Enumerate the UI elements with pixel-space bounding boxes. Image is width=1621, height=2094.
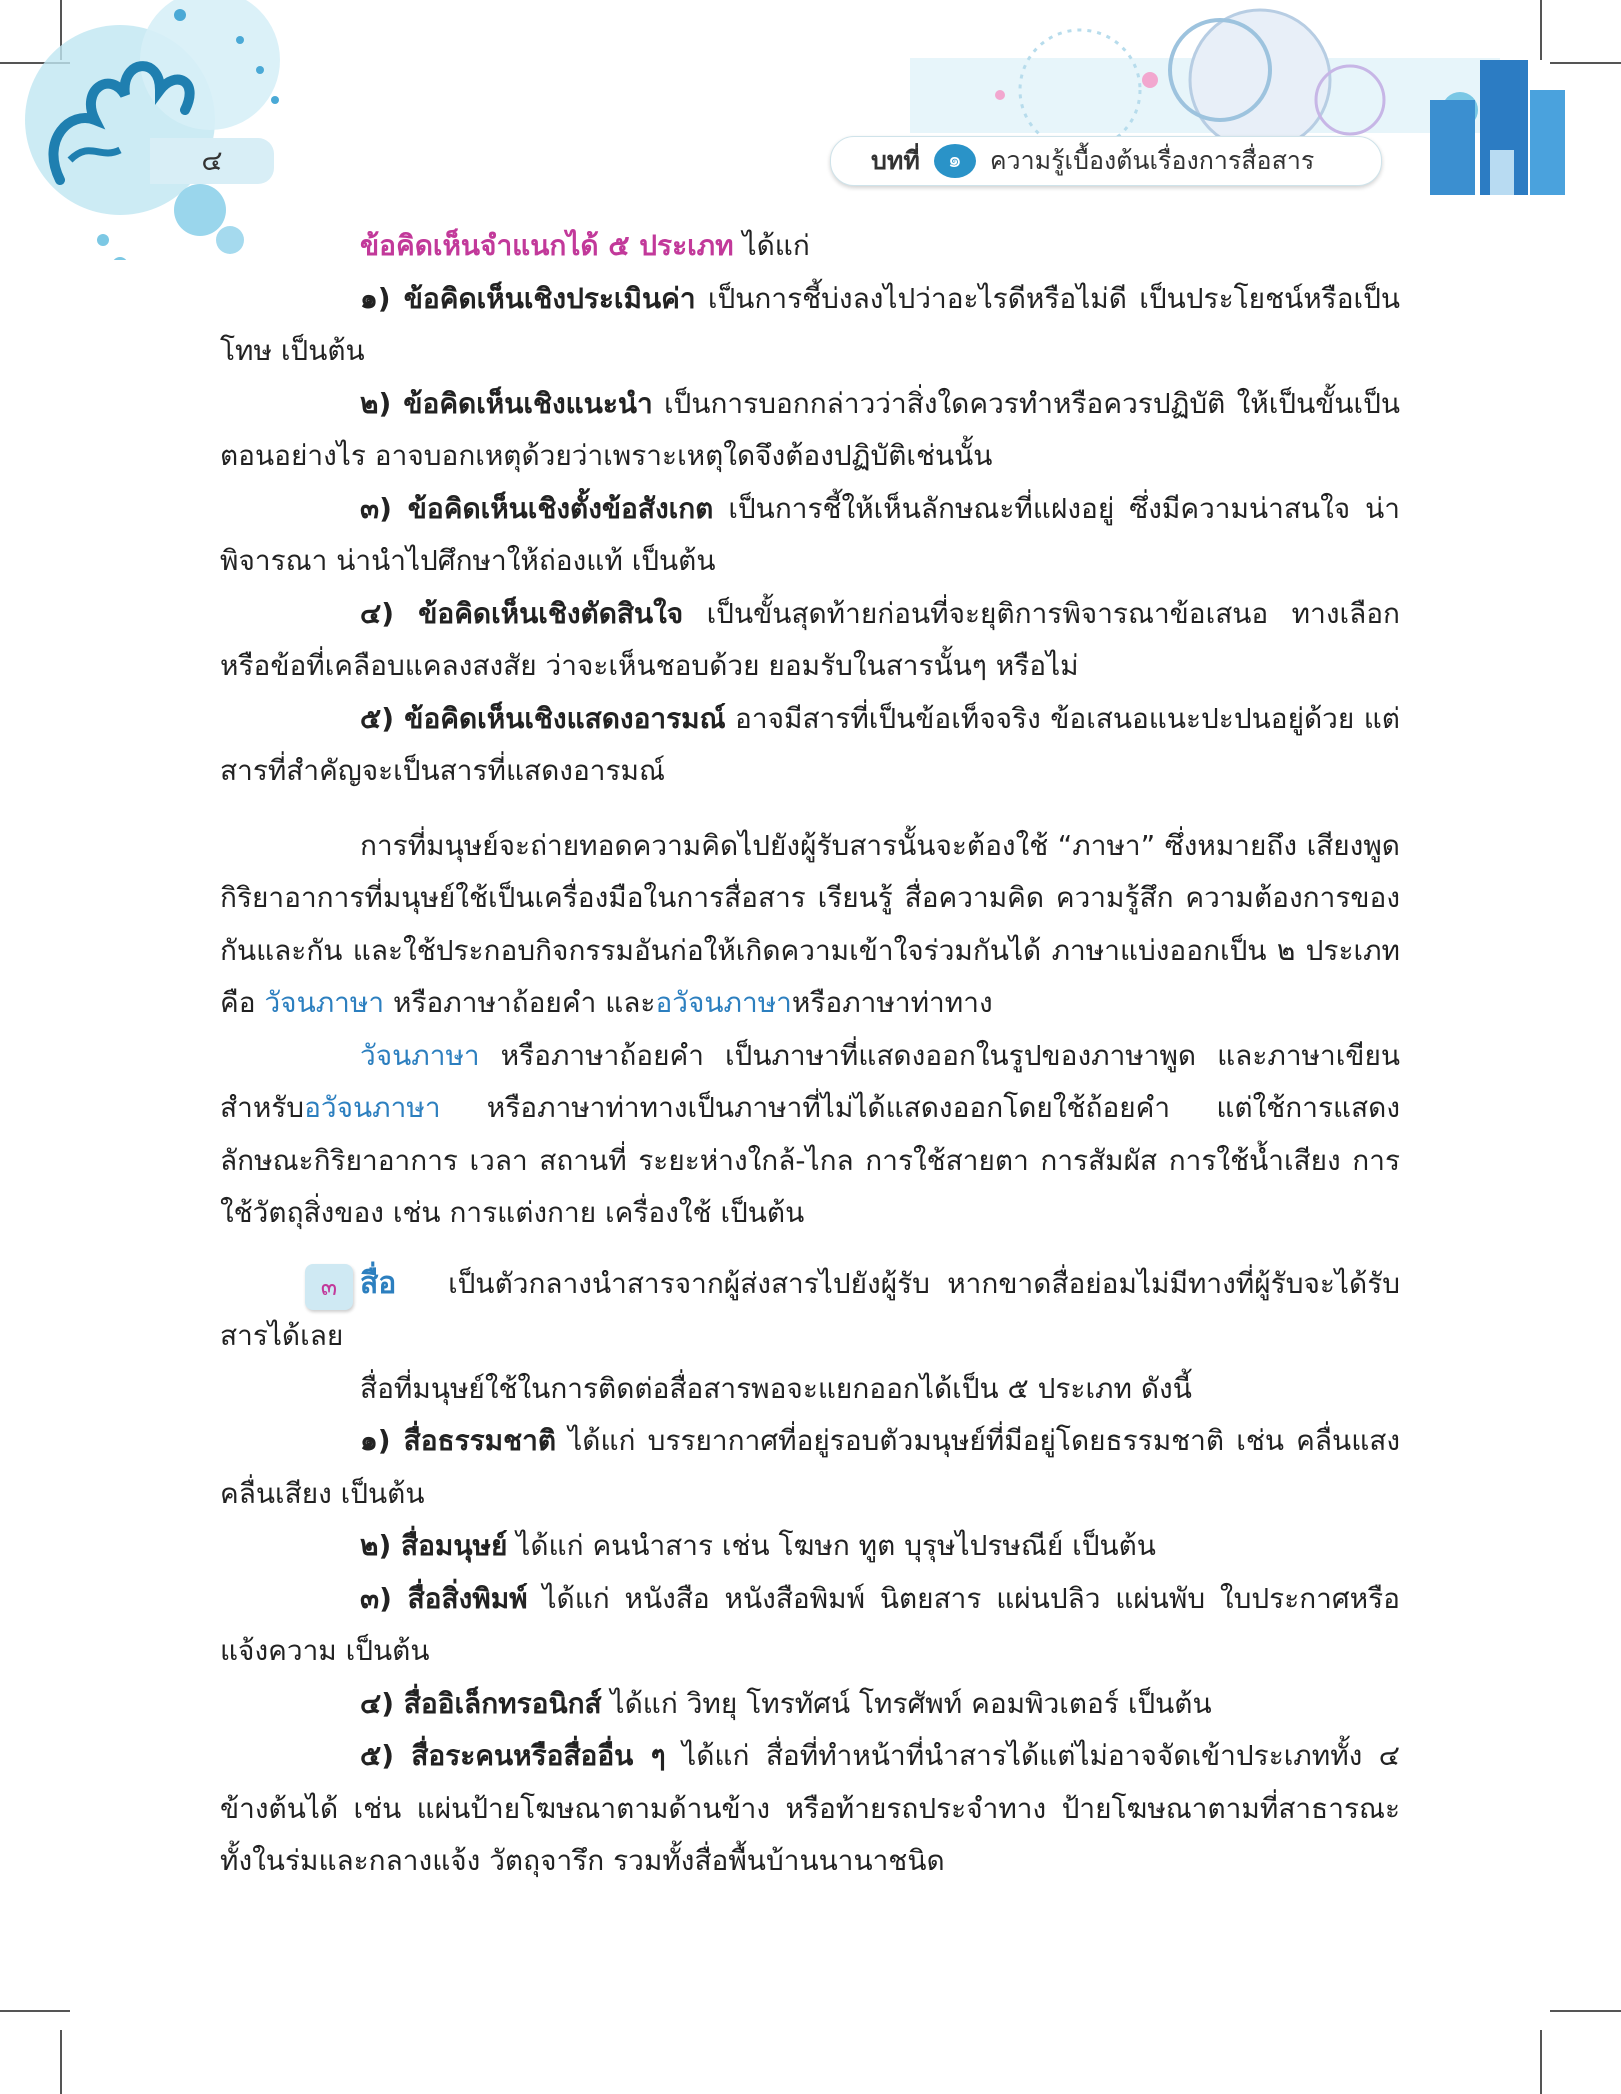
media-title: สื่อ <box>360 1265 397 1301</box>
language-paragraph <box>220 1030 1400 1240</box>
page-number: ๔ <box>150 138 274 184</box>
section-heading: ข้อคิดเห็นจำแนกได้ ๕ ประเภท <box>360 229 734 262</box>
opinion-text: อาจมีสารที่เป็นข้อเท็จจริง ข้อเสนอแนะปะปนอยู่ด้วย แต่สารที่สำคัญจะเป็นสารที่แสดงอารมณ์ <box>220 701 1400 787</box>
media-term: ๕) สื่อระคนหรือสื่ออื่น ๆ <box>360 1739 666 1772</box>
media-item <box>220 1415 1400 1520</box>
nonverbal-language-term: อวัจนภาษา <box>655 986 792 1019</box>
verbal-language-term: วัจนภาษา <box>360 1038 480 1072</box>
media-lead: สื่อที่มนุษย์ใช้ในการติดต่อสื่อสารพอจะแยกออกได้เป็น ๕ ประเภท ดังนี้ <box>360 1371 1192 1405</box>
media-intro-text: เป็นตัวกลางนำสารจากผู้ส่งสารไปยังผู้รับ หากขาดสื่อย่อมไม่มีทางที่ผู้รับจะได้รับสารได้เลย <box>220 1266 1401 1352</box>
opinion-text: เป็นการบอกกล่าวว่าสิ่งใดควรทำหรือควรปฏิบัติ ให้เป็นขั้นเป็นตอนอย่างไร อาจบอกเหตุด้วยว่าเพราะเหตุใดจึงต้องปฏิบัติเช่นนั้น <box>220 386 1400 472</box>
media-term: ๔) สื่ออิเล็กทรอนิกส์ <box>360 1686 602 1720</box>
opinion-item <box>220 693 1400 798</box>
nonverbal-language-term: อวัจนภาษา <box>304 1091 441 1124</box>
opinion-term: ๒) ข้อคิดเห็นเชิงแนะนำ <box>360 386 653 420</box>
media-text: ได้แก่ บรรยากาศที่อยู่รอบตัวมนุษย์ที่มีอยู่โดยธรรมชาติ เช่น คลื่นแสง คลื่นเสียง เป็นต้น <box>220 1424 1400 1510</box>
media-item <box>220 1678 1400 1731</box>
opinion-text: เป็นขั้นสุดท้ายก่อนที่จะยุติการพิจารณาข้อเสนอ ทางเลือก หรือข้อที่เคลือบแคลงสงสัย ว่าจะเห็นชอบด้วย ยอมรับในสารนั้นๆ หรือไม่ <box>220 596 1400 682</box>
media-text: ได้แก่ หนังสือ หนังสือพิมพ์ นิตยสาร แผ่นปลิว แผ่นพับ ใบประกาศหรือแจ้งความ เป็นต้น <box>220 1581 1400 1667</box>
crop-mark <box>1550 2010 1621 2012</box>
verbal-language-term: วัจนภาษา <box>264 986 385 1019</box>
opinion-heading-line <box>220 220 1400 273</box>
language-text: หรือภาษาท่าทาง <box>791 986 993 1019</box>
opinion-term: ๕) ข้อคิดเห็นเชิงแสดงอารมณ์ <box>360 701 726 735</box>
chapter-header <box>830 136 1382 186</box>
crop-mark <box>1540 2030 1542 2094</box>
media-term: ๓) สื่อสิ่งพิมพ์ <box>360 1581 528 1615</box>
language-text: หรือภาษาถ้อยคำ เป็นภาษาที่แสดงออกในรูปของภาษาพูด และภาษาเขียน สำหรับ <box>220 1038 1400 1124</box>
opinion-item <box>220 378 1400 483</box>
media-intro <box>220 1258 1400 1363</box>
heading-tail: ได้แก่ <box>733 229 810 262</box>
media-text: ได้แก่ คนนำสาร เช่น โฆษก ทูต บุรุษไปรษณีย์ เป็นต้น <box>507 1529 1156 1562</box>
media-section <box>220 1258 1400 1363</box>
language-text: หรือภาษาถ้อยคำ และ <box>384 986 656 1019</box>
media-term: ๑) สื่อธรรมชาติ <box>360 1424 557 1457</box>
opinion-text: เป็นการชี้บ่งลงไปว่าอะไรดีหรือไม่ดี เป็นประโยชน์หรือเป็นโทษ เป็นต้น <box>220 281 1401 367</box>
media-item <box>220 1730 1400 1888</box>
media-text: ได้แก่ สื่อที่ทำหน้าที่นำสารได้แต่ไม่อาจจัดเข้าประเภททั้ง ๔ ข้างต้นได้ เช่น แผ่นป้ายโฆษณาตามด้านข้าง หรือท้ายรถประจำทาง ป้ายโฆษณาตามที่สาธารณะทั้งในร่มและกลางแจ้ง วัตถุจารึก รวมทั้งสื่อพื้นบ้านนานาชนิด <box>220 1739 1400 1877</box>
media-term: ๒) สื่อมนุษย์ <box>360 1529 508 1562</box>
crop-mark <box>0 2010 70 2012</box>
media-text: ได้แก่ วิทยุ โทรทัศน์ โทรศัพท์ คอมพิวเตอร์ เป็นต้น <box>601 1686 1212 1720</box>
chapter-number-badge: ๑ <box>934 144 976 178</box>
language-text: หรือภาษาท่าทางเป็นภาษาที่ไม่ได้แสดงออกโดยใช้ถ้อยคำ แต่ใช้การแสดงลักษณะกิริยาอาการ เวลา สถานที่ ระยะห่างใกล้-ไกล การใช้สายตา การสัมผัส การใช้น้ำเสียง การใช้วัตถุสิ่งของ เช่น การแต่งกาย เครื่องใช้ เป็นต้น <box>220 1091 1400 1229</box>
opinion-term: ๓) ข้อคิดเห็นเชิงตั้งข้อสังเกต <box>360 491 714 525</box>
opinion-term: ๔) ข้อคิดเห็นเชิงตัดสินใจ <box>360 596 684 630</box>
language-paragraph <box>220 820 1400 1030</box>
opinion-text: เป็นการชี้ให้เห็นลักษณะที่แฝงอยู่ ซึ่งมีความน่าสนใจ น่าพิจารณา น่านำไปศึกษาให้ถ่องแท้ เป็นต้น <box>220 491 1400 577</box>
chapter-label: บทที่ <box>871 146 920 175</box>
media-item <box>220 1573 1400 1678</box>
opinion-item <box>220 588 1400 693</box>
crop-mark <box>60 2030 62 2094</box>
section-number-badge: ๓ <box>305 1264 353 1310</box>
language-text: การที่มนุษย์จะถ่ายทอดความคิดไปยังผู้รับสารนั้นจะต้องใช้ “ภาษา” ซึ่งหมายถึง เสียงพูด กิริยาอาการที่มนุษย์ใช้เป็นเครื่องมือในการสื่อสาร เรียนรู้ สื่อความคิด ความรู้สึก ความต้องการของกันและกัน และใช้ประกอบกิจกรรมอันก่อให้เกิดความเข้าใจร่วมกันได้ ภาษาแบ่งออกเป็น ๒ ประเภท คือ <box>220 828 1400 1019</box>
opinion-term: ๑) ข้อคิดเห็นเชิงประเมินค่า <box>360 281 696 315</box>
chapter-title: ความรู้เบื้องต้นเรื่องการสื่อสาร <box>989 146 1315 175</box>
opinion-item <box>220 483 1400 588</box>
page-body <box>220 220 1400 1888</box>
media-item <box>220 1520 1400 1573</box>
opinion-item <box>220 273 1400 378</box>
